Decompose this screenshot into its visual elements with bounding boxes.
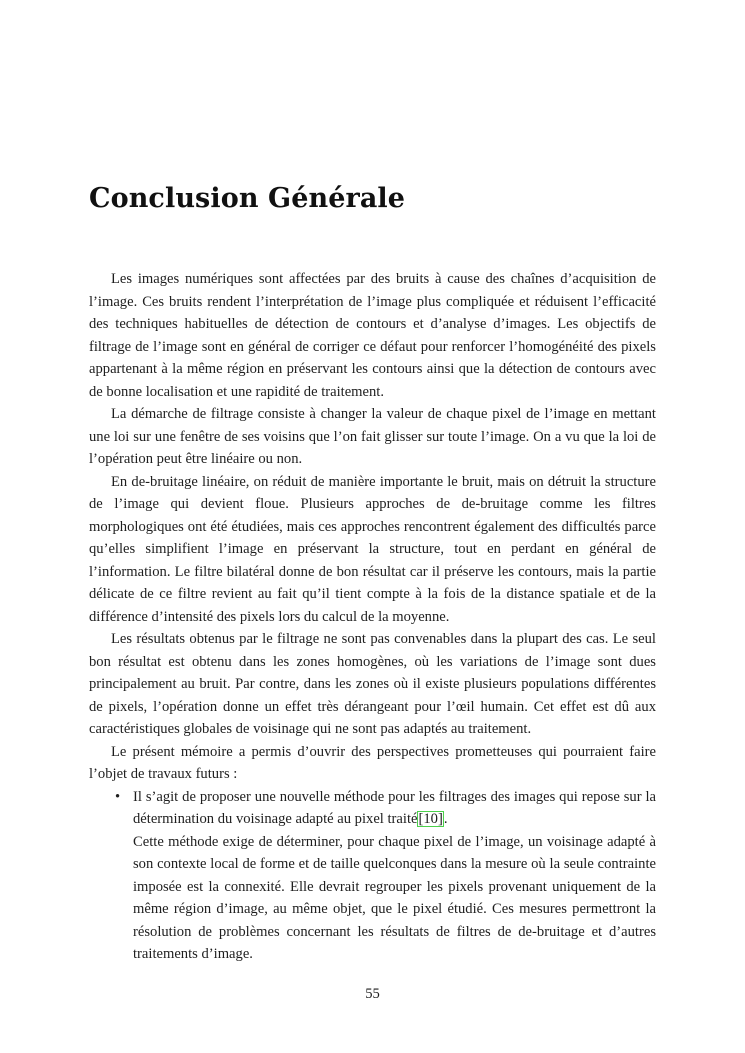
paragraph-filtering: La démarche de filtrage consiste à changer la valeur de chaque pixel de l’image en mettant une loi sur une fenêtre de ses voisins que l’on fait glisser sur toute l’image. On a vu que la loi de l’opération peut être linéaire ou non. <box>89 406 656 467</box>
bullet-text <box>133 786 656 831</box>
perspectives-list <box>89 786 656 966</box>
bullet-continuation: Cette méthode exige de déterminer, pour chaque pixel de l’image, un voisinage adapté à son contexte local de forme et de taille quelconques dans la mesure où la seule contrainte imposée est la connexité. Elle devrait regrouper les pixels provenant uniquement de la même région d’image, au même objet, que le pixel étudié. Ces mesures permettront la résolution de problèmes concernant les résultats de filtres de de-bruitage et d’autres traitements d’image. <box>133 833 656 962</box>
bullet-lead-end: . <box>443 811 448 827</box>
chapter-title: Conclusion Générale <box>89 183 406 214</box>
body-text <box>89 268 656 966</box>
list-item <box>89 786 656 966</box>
paragraph-results: Les résultats obtenus par le filtrage ne sont pas convenables dans la plupart des cas. Le seul bon résultat est obtenu dans les zones homogènes, où les variations de l’image sont dues principalement au bruit. Par contre, dans les zones où il existe plusieurs populations différentes de pixels, l’opération donne un effet très dérangeant pour l’œil humain. Cet effet est dû aux caractéristiques globales de voisinage qui ne sont pas adaptés au traitement. <box>89 631 656 737</box>
paragraph-intro: Les images numériques sont affectées par des bruits à cause des chaînes d’acquisition de l’image. Ces bruits rendent l’interprétation de l’image plus compliquée et réduisent l’efficacité des techniques habituelles de détection de contours et d’analyse d’images. Les objectifs de filtrage de l’image sont en général de corriger ce défaut pour renforcer l’homogénéité des pixels appartenant à la même région en préservant les contours ainsi que la détection de contours avec de bonne localisation et une rapidité de traitement. <box>89 271 656 400</box>
citation-link[interactable]: [10] <box>418 811 443 827</box>
bullet-icon: • <box>115 788 121 805</box>
paragraph-perspectives: Le présent mémoire a permis d’ouvrir des perspectives prometteuses qui pourraient faire l’objet de travaux futurs : <box>89 743 656 782</box>
paragraph-linear-denoising: En de-bruitage linéaire, on réduit de manière importante le bruit, mais on détruit la structure de l’image qui devient floue. Plusieurs approches de de-bruitage comme les filtres morphologiques ont été étudiées, mais ces approches rencontrent également des difficultés parce qu’elles simplifient l’image en préservant la structure, tout en perdant en général de l’information. Le filtre bilatéral donne de bon résultat car il préserve les contours, mais la partie délicate de ce filtre revient au fait qu’il tient compte à la fois de la distance spatiale et de la différence d’intensité des pixels lors du calcul de la moyenne. <box>89 473 656 625</box>
page-number: 55 <box>365 986 380 1002</box>
bullet-lead-text: Il s’agit de proposer une nouvelle méthode pour les filtrages des images qui repose sur la détermination du voisinage adapté au pixel traité <box>133 788 656 827</box>
